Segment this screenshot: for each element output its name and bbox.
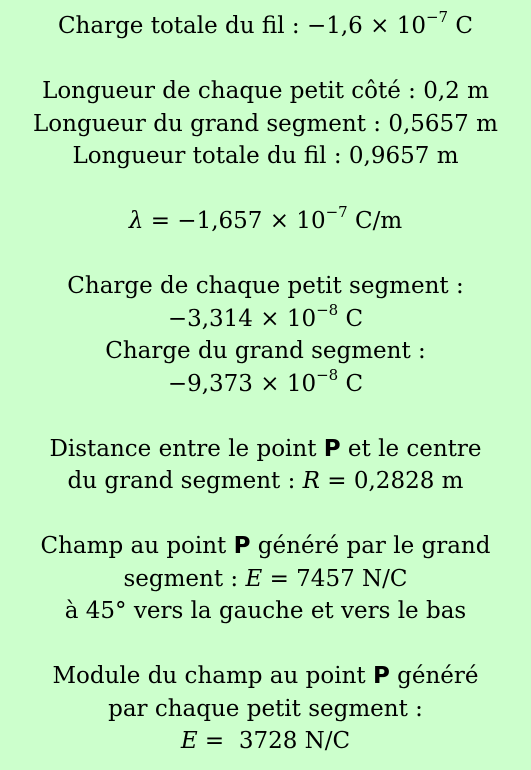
spacer [0,238,531,271]
field-large-line-1 [0,530,531,563]
large-segment-charge-mantissa: −9,373 × 10 [167,370,317,397]
lambda-exponent: −7 [325,203,348,222]
total-charge-mantissa: −1,6 × 10 [306,13,426,39]
field-small-value: = 3728 N/C [197,728,351,754]
large-segment-charge-unit: C [338,370,364,397]
field-small-symbol: E [180,728,198,754]
distance-text-2: et le centre [340,435,482,462]
spacer [0,173,531,206]
field-large-text-2: généré par le grand [250,533,491,559]
total-charge-label: Charge totale du fil : [57,13,307,39]
total-charge-line [0,10,531,43]
spacer [0,498,531,531]
total-charge-exponent: −7 [425,8,449,27]
spacer [0,628,531,661]
long-segment-length-line: Longueur du grand segment : 0,5657 m [33,110,498,137]
field-small-line-3 [0,725,531,758]
point-p-label: P [372,663,390,689]
lambda-mantissa: = −1,657 × 10 [143,208,326,234]
spacer [0,43,531,76]
spacer [0,400,531,433]
distance-symbol: R [302,468,320,494]
distance-text-1: Distance entre le point [49,435,324,462]
short-side-length-line: Longueur de chaque petit côté : 0,2 m [42,78,489,104]
point-p-label: P [233,533,251,559]
point-p-label: P [323,435,341,462]
large-segment-charge-exponent: −8 [316,365,339,384]
lambda-line [0,205,531,238]
field-small-line-1 [0,660,531,693]
total-wire-length-line: Longueur totale du fil : 0,9657 m [72,143,459,169]
distance-value: = 0,2828 m [319,468,464,494]
small-segment-charge-label: Charge de chaque petit segment : [67,273,464,299]
field-large-text-1: Champ au point [40,533,234,559]
field-large-direction: à 45° vers la gauche et vers le bas [64,598,467,624]
field-large-text-3: segment : [123,565,246,592]
lambda-unit: C/m [347,208,403,234]
lambda-symbol: λ [128,208,144,234]
large-segment-charge-label: Charge du grand segment : [105,338,426,364]
small-segment-charge-mantissa: −3,314 × 10 [167,305,317,332]
large-segment-charge-value [0,365,531,401]
field-small-line-2: par chaque petit segment : [108,695,423,722]
distance-line-1 [0,433,531,466]
field-large-line-2 [0,563,531,596]
total-charge-unit: C [448,13,474,39]
field-large-value: = 7457 N/C [262,565,408,592]
distance-text-3: du grand segment : [67,468,303,494]
field-small-text-2: généré [389,663,479,689]
small-segment-charge-value [0,300,531,336]
small-segment-charge-unit: C [338,305,364,332]
distance-line-2 [0,465,531,498]
field-large-symbol: E [245,565,263,592]
field-small-text-1: Module du champ au point [52,663,373,689]
small-segment-charge-exponent: −8 [316,300,339,319]
